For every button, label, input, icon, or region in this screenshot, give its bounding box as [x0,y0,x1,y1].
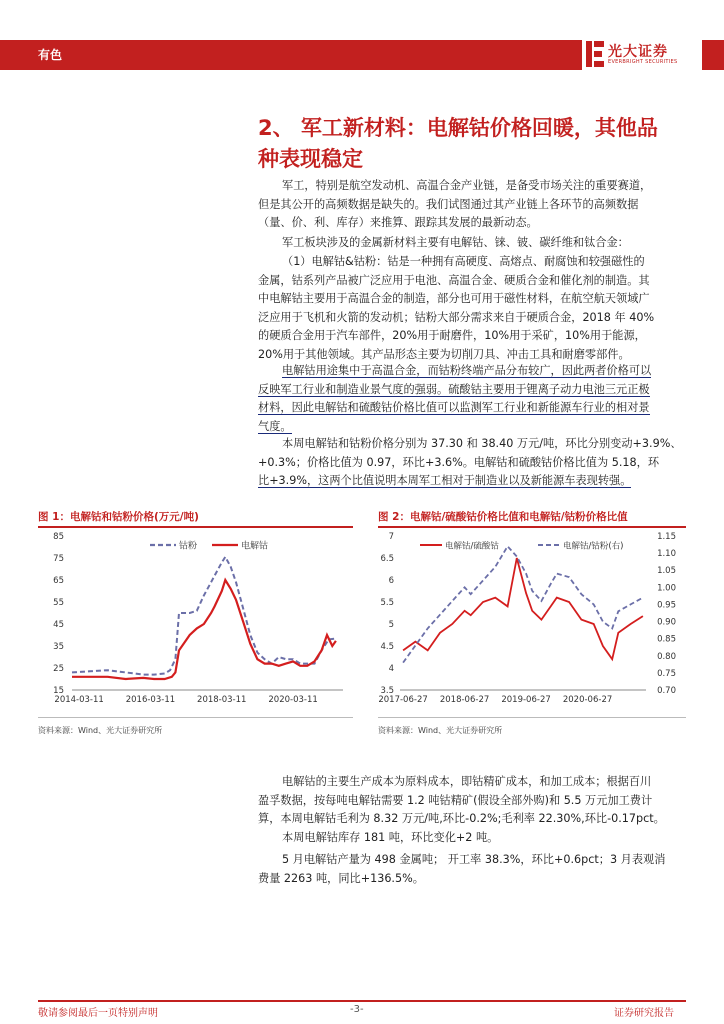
paragraph-intro [258,177,688,233]
y-left-tick-label: 6 [388,576,394,586]
text-line: 5 月电解钴产量为 498 金属吨； 开工率 38.3%，环比+0.6pct；3 月表观消 [282,853,666,866]
text-line: 泛应用于飞机和火箭的发动机；钴粉大部分需求来自于硬质合金，2018 年 40% [258,310,655,324]
underlined-line: 气度。 [258,419,292,433]
y-tick-label: 45 [53,620,64,630]
y-tick-label: 25 [53,664,64,674]
y-tick-label: 75 [53,554,64,564]
figure-1-source: 资料来源：Wind、光大证券研究所 [38,726,163,735]
figure-2-chart [378,530,686,715]
underlined-line: 材料，因此电解钴和硫酸钴价格比值可以监测军工行业和新能源车行业的相对景 [258,401,650,414]
y-right-tick-label: 1.05 [657,566,676,577]
sector-label: 有色 [38,48,63,62]
y-left-tick-label: 4 [388,664,394,674]
paragraph-cobalt [258,253,688,364]
text-line: 本周电解钴和钴粉价格分别为 37.30 和 38.40 万元/吨，环比分别变动+3.9%、 [282,437,682,450]
y-left-tick-label: 5 [388,620,394,630]
figure-2-source: 资料来源：Wind、光大证券研究所 [378,726,503,735]
y-left-tick-label: 7 [388,532,394,542]
figure-1-title: 图 1：电解钴和钴粉价格(万元/吨) [38,511,199,523]
y-right-tick-label: 0.80 [657,651,676,662]
paragraph-production [258,851,688,888]
y-tick-label: 65 [53,576,64,586]
paragraph-usage [258,362,688,436]
y-right-tick-label: 0.85 [657,634,676,645]
x-tick-label: 2020-03-11 [268,695,318,705]
y-left-tick-label: 5.5 [380,598,394,608]
text-line: +0.3%；价格比值为 0.97，环比+3.6%。电解钴和硫酸钴价格比值为 5.18，环 [258,455,660,469]
text-line: 的硬质合金用于汽车部件，20%用于耐磨件，10%用于采矿，10%用于能源， [258,329,646,342]
y-left-tick-label: 6.5 [380,554,394,564]
broker-logo [582,37,702,73]
legend-label: 电解钴 [241,541,269,552]
y-right-tick-label: 0.90 [657,617,676,628]
text-line: 电解钴的主要生产成本为原料成本，即钴精矿成本，和加工成本；根据百川 [282,775,652,788]
y-right-tick-label: 0.95 [657,600,676,611]
legend-label: 电解钴/钴粉(右) [563,541,624,552]
y-right-tick-label: 1.15 [657,532,676,542]
x-tick-label: 2020-06-27 [562,695,613,705]
logo-en: EVERBRIGHT SECURITIES [608,59,678,65]
paragraph-materials [258,234,688,253]
text-line: 金属，钴系列产品被广泛应用于电池、高温合金、硬质合金和催化剂的制造。其 [258,273,650,287]
text-line: 费量 2263 吨，同比+136.5%。 [258,871,424,885]
text-line: 本周电解钴库存 181 吨，环比变化+2 吨。 [282,831,499,844]
logo-mark-icon [586,41,604,67]
series-line-cobalt-sulfate-ratio [403,558,643,659]
text-line: 中电解钴主要用于高温合金的制造，部分也可用于磁性材料，在航空航天领域广 [258,292,650,305]
figure-1-rule [38,526,353,528]
section-title-line2: 种表现稳定 [258,147,363,171]
series-line-cobalt-powder [72,557,336,675]
text-line: 算，本周电解钴毛利为 8.32 万元/吨,环比-0.2%;毛利率 22.30%,环比-0.17pct。 [258,812,665,825]
figure-2-rule [378,526,686,528]
paragraph-weekly-price [258,435,688,491]
text-line: 但是其公开的高频数据是缺失的。我们试图通过其产业链上各环节的高频数据 [258,197,639,211]
y-tick-label: 55 [53,598,64,608]
text-line: 军工，特别是航空发动机、高温合金产业链，是备受市场关注的重要赛道， [282,179,652,192]
figure-1-chart [38,530,353,715]
y-right-tick-label: 1.00 [657,583,676,594]
x-tick-label: 2018-06-27 [439,695,490,705]
footer-rule [38,1000,686,1002]
x-tick-label: 2016-03-11 [125,695,176,705]
underlined-line: 比+3.9%，这两个比值说明本周军工相对于制造业以及新能源车表现转强。 [258,474,632,487]
logo-name: 光大证券 [608,44,668,60]
paragraph-cost [258,773,688,829]
y-tick-label: 15 [53,686,64,696]
figure-2-title: 图 2：电解钴/硫酸钴价格比值和电解钴/钴粉价格比值 [378,511,628,523]
text-line: （量、价、利、库存）来推算、跟踪其发展的最新动态。 [258,216,538,229]
footer-report-type: 证券研究报告 [614,1008,674,1019]
underlined-line: 反映军工行业和制造业景气度的强弱。硫酸钴主要用于锂离子动力电池三元正极 [258,382,650,396]
y-tick-label: 85 [53,532,64,542]
paragraph-inventory [258,829,688,848]
y-right-tick-label: 0.70 [657,686,676,696]
y-right-tick-label: 1.10 [657,549,676,560]
x-tick-label: 2014-03-11 [54,695,104,705]
x-tick-label: 2019-06-27 [501,695,551,705]
underlined-line: 电解钴用途集中于高温合金，而钴粉终端产品分布较广，因此两者价格可以 [282,364,652,377]
y-tick-label: 35 [53,642,64,652]
y-left-tick-label: 4.5 [380,642,394,652]
figure-1-source-rule [38,717,353,718]
y-right-tick-label: 0.75 [657,668,676,679]
text-line: 盈孚数据，按每吨电解钴需要 1.2 吨钴精矿(假设全部外购)和 5.5 万元加工费计 [258,793,653,807]
text-line: 20%用于其他领域。其产品形态主要为切削刀具、冲击工具和耐磨零部件。 [258,347,630,361]
section-title [258,113,698,175]
figure-2-source-rule [378,717,686,718]
legend-label: 电解钴/硫酸钴 [445,541,499,552]
y-left-tick-label: 3.5 [380,686,394,696]
page-number: -3- [350,1004,364,1015]
section-title-line1: 2、 军工新材料：电解钴价格回暖，其他品 [258,116,658,140]
x-tick-label: 2018-03-11 [197,695,247,705]
series-line-cobalt-powder-ratio [403,546,643,662]
footer-disclaimer: 敬请参阅最后一页特别声明 [38,1008,158,1019]
x-tick-label: 2017-06-27 [378,695,428,705]
text-line: （1）电解钴&钴粉：钴是一种拥有高硬度、高熔点、耐腐蚀和较强磁性的 [282,255,645,268]
legend-label: 钴粉 [179,541,198,552]
text-line: 军工板块涉及的金属新材料主要有电解钴、铼、铍、碳纤维和钛合金： [282,236,629,249]
